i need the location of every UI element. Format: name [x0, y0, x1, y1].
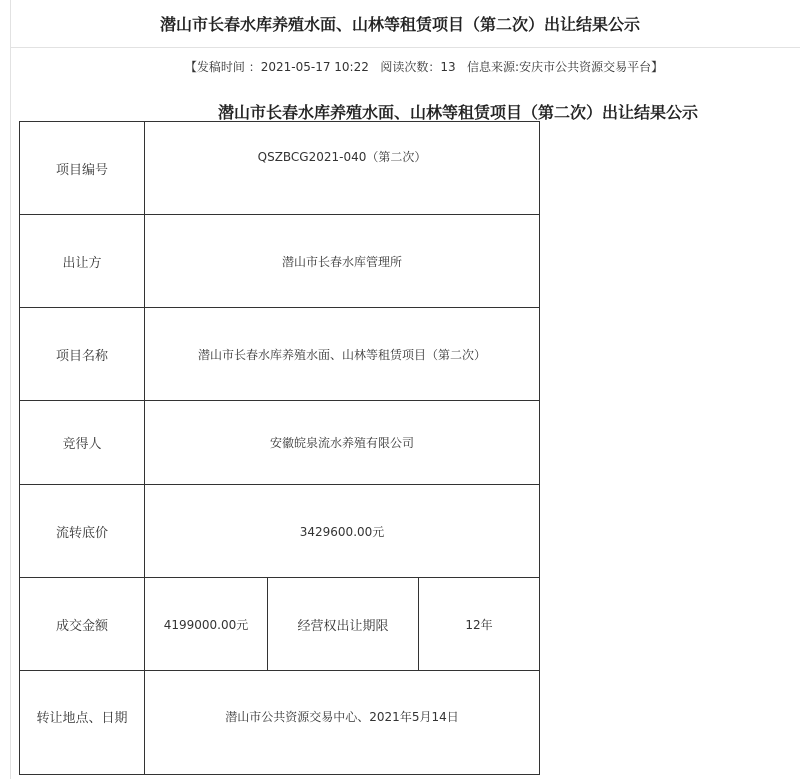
- title-divider: [10, 47, 800, 48]
- project-no-value: QSZBCG2021-040（第二次）: [145, 122, 540, 215]
- page-title: 潜山市长春水库养殖水面、山林等租赁项目（第二次）出让结果公示: [159, 15, 640, 34]
- project-no-label: 项目编号: [20, 122, 145, 215]
- place-date-label: 转让地点、日期: [20, 671, 145, 775]
- document-heading: 潜山市长春水库养殖水面、山林等租赁项目（第二次）出让结果公示: [217, 103, 698, 122]
- term-value: 12年: [419, 578, 540, 671]
- project-name-value: 潜山市长春水库养殖水面、山林等租赁项目（第二次）: [145, 308, 540, 401]
- project-name-label: 项目名称: [20, 308, 145, 401]
- table-row: [20, 308, 540, 401]
- table-row: [20, 122, 540, 215]
- winner-label: 竞得人: [20, 401, 145, 485]
- deal-amount-label: 成交金额: [20, 578, 145, 671]
- result-table: [19, 121, 540, 775]
- reserve-price-value: 3429600.00元: [145, 485, 540, 578]
- table-row: [20, 215, 540, 308]
- deal-amount-value: 4199000.00元: [145, 578, 268, 671]
- transferor-label: 出让方: [20, 215, 145, 308]
- table-row: [20, 671, 540, 775]
- place-date-value: 潜山市公共资源交易中心、2021年5月14日: [145, 671, 540, 775]
- table-row: [20, 401, 540, 485]
- term-label: 经营权出让期限: [268, 578, 419, 671]
- transferor-value: 潜山市长春水库管理所: [145, 215, 540, 308]
- reserve-price-label: 流转底价: [20, 485, 145, 578]
- article-meta: 【发稿时间 ：2021-05-17 10:22 阅读次数：13 信息来源:安庆市公共资源交易平台】: [184, 60, 664, 74]
- table-row: [20, 578, 540, 671]
- table-row: [20, 485, 540, 578]
- winner-value: 安徽皖泉流水养殖有限公司: [145, 401, 540, 485]
